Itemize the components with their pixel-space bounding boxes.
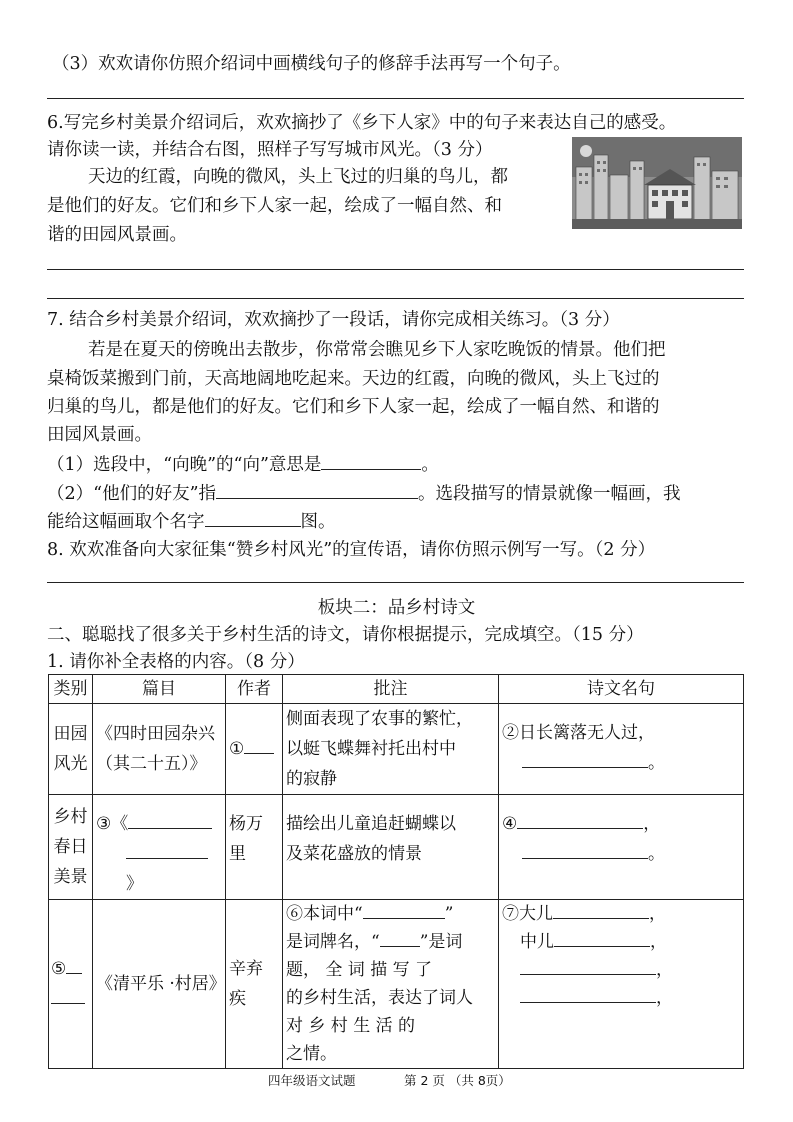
quote-end: 。: [648, 844, 665, 864]
author-cell: 辛弃疾: [226, 900, 283, 1069]
note-text: 侧面表现了农事的繁忙，: [286, 709, 473, 729]
table-row: [49, 704, 744, 795]
note-text: ”: [444, 904, 454, 924]
category-cell: [49, 795, 93, 900]
fill-blank[interactable]: [554, 928, 650, 947]
passage-line: 若是在夏天的傍晚出去散步，你常常会瞧见乡下人家吃晚饭的情景。他们把: [88, 340, 666, 360]
blank-number: ⑤: [51, 959, 67, 979]
note-cell: [283, 795, 499, 900]
sub2-text-c: 能给这幅画取个名字: [47, 512, 205, 532]
header-note: 批注: [283, 675, 499, 704]
fill-blank[interactable]: [520, 956, 656, 975]
note-cell: [283, 704, 499, 795]
quote-comma: ，: [656, 988, 673, 1008]
quote-comma: ，: [649, 904, 666, 924]
category-text: 田园: [53, 724, 88, 744]
question-7-sub1: [47, 451, 439, 476]
note-text: 的乡村生活，表达了词人: [286, 988, 473, 1008]
category-text: 风光: [53, 754, 88, 774]
quote-cell: [499, 795, 744, 900]
fill-blank[interactable]: [321, 451, 421, 470]
poetry-table: [48, 674, 744, 1069]
quote-comma: ，: [650, 932, 667, 952]
passage-line: 归巢的鸟儿，都是他们的好友。它们和乡下人家一起，绘成了一幅自然、和谐的: [47, 397, 660, 417]
moon-icon: [580, 145, 592, 157]
fill-blank[interactable]: [216, 480, 418, 499]
blank-number: ④: [502, 814, 518, 834]
quote-text: 中儿: [520, 932, 554, 952]
fill-blank[interactable]: [522, 840, 648, 859]
question-6-title: 6.写完乡村美景介绍词后，欢欢摘抄了《乡下人家》中的句子来表达自己的感受。: [47, 113, 677, 133]
fill-blank[interactable]: [553, 900, 649, 919]
blank-number: ①: [229, 739, 245, 759]
table-row: [49, 900, 744, 1069]
fill-blank[interactable]: [66, 955, 82, 974]
quote-text: ⑦大儿: [502, 904, 553, 924]
quote-end: 。: [648, 753, 665, 773]
note-text: 描绘出儿童追赶蝴蝶以: [286, 814, 456, 834]
category-cell: [49, 900, 93, 1069]
question-8: 8. 欢欢准备向大家征集“赞乡村风光”的宣传语，请你仿照示例写一写。（2 分）: [47, 540, 656, 560]
answer-line[interactable]: [47, 298, 744, 299]
quote-comma: ，: [643, 814, 661, 834]
quote-cell: [499, 704, 744, 795]
header-author: 作者: [226, 675, 283, 704]
fill-blank[interactable]: [244, 735, 274, 754]
passage-line: 桌椅饭菜搬到门前，天高地阔地吃起来。天边的红霞，向晚的微风，头上飞过的: [47, 369, 660, 389]
answer-line[interactable]: [47, 98, 744, 99]
note-text: 及菜花盛放的情景: [286, 844, 422, 864]
sub1-end: 。: [421, 455, 439, 475]
category-cell: [49, 704, 93, 795]
note-text: 题， 全 词 描 写 了: [286, 960, 433, 980]
author-cell: 杨万里: [226, 795, 283, 900]
question-7-sub2: [47, 480, 681, 505]
fill-blank[interactable]: [51, 985, 85, 1004]
fill-blank[interactable]: [522, 749, 648, 768]
table-question-title: 1. 请你补全表格的内容。（8 分）: [47, 652, 305, 672]
note-text: ”是词: [419, 932, 463, 952]
title-text: （其二十五）》: [96, 754, 207, 774]
title-text: 《四时田园杂兴: [96, 724, 215, 744]
title-cell: [93, 795, 226, 900]
sub2-text-b: 。选段描写的情景就像一幅画，我: [418, 484, 681, 504]
sub2-text: （2）“他们的好友”指: [47, 484, 217, 504]
quote-cell: [499, 900, 744, 1069]
quote-comma: ，: [656, 960, 673, 980]
category-text: 春日: [53, 837, 88, 857]
question-6-example-line1: 天边的红霞，向晚的微风，头上飞过的归巢的鸟儿，都: [88, 167, 508, 187]
answer-line[interactable]: [47, 582, 744, 583]
header-title: 篇目: [93, 675, 226, 704]
fill-blank[interactable]: [380, 928, 420, 947]
footer-page-number: 第 2 页 （共 8页）: [404, 1073, 511, 1088]
title-prefix: ③《: [96, 814, 129, 834]
note-text: 以蜓飞蝶舞衬托出村中: [286, 739, 456, 759]
fill-blank[interactable]: [205, 508, 301, 527]
category-text: 乡村: [53, 807, 88, 827]
section-title: 板块二：品乡村诗文: [317, 598, 476, 618]
title-suffix: 》: [126, 874, 143, 894]
fill-blank[interactable]: [126, 840, 208, 859]
city-night-picture: [572, 137, 742, 229]
question-7-title: 7. 结合乡村美景介绍词，欢欢摘抄了一段话，请你完成相关练习。（3 分）: [47, 310, 620, 330]
section-intro: 二、聪聪找了很多关于乡村生活的诗文，请你根据提示，完成填空。（15 分）: [47, 625, 644, 645]
note-text: 的寂静: [286, 769, 337, 789]
header-category: 类别: [49, 675, 93, 704]
sub2-text-d: 图。: [300, 512, 336, 532]
title-cell: [93, 704, 226, 795]
note-text: 之情。: [286, 1044, 337, 1064]
category-text: 美景: [53, 867, 88, 887]
fill-blank[interactable]: [517, 810, 643, 829]
fill-blank[interactable]: [363, 900, 445, 919]
note-cell: [283, 900, 499, 1069]
footer-subject: 四年级语文试题: [268, 1073, 356, 1088]
table-row: [49, 795, 744, 900]
title-cell: 《清平乐 ·村居》: [93, 900, 226, 1069]
question-6-example-line3: 谐的田园风景画。: [47, 225, 187, 245]
author-cell: [226, 704, 283, 795]
fill-blank[interactable]: [520, 984, 656, 1003]
note-text: ⑥本词中“: [286, 904, 363, 924]
note-text: 是词牌名，“: [286, 932, 380, 952]
sub1-text: （1）选段中，“向晚”的“向”意思是: [47, 455, 322, 475]
passage-line: 田园风景画。: [47, 425, 152, 445]
question-3-sub: （3）欢欢请你仿照介绍词中画横线句子的修辞手法再写一个句子。: [52, 54, 571, 74]
header-quote: 诗文名句: [499, 675, 744, 704]
quote-text: ②日长篱落无人过，: [502, 723, 655, 743]
table-header-row: [49, 675, 744, 704]
fill-blank[interactable]: [128, 810, 212, 829]
answer-line[interactable]: [47, 269, 744, 270]
question-7-sub2-cont: [47, 508, 336, 533]
note-text: 对 乡 村 生 活 的: [286, 1016, 416, 1036]
question-6-instruction: 请你读一读，并结合右图，照样子写写城市风光。（3 分）: [47, 140, 493, 160]
question-6-example-line2: 是他们的好友。它们和乡下人家一起，绘成了一幅自然、和: [47, 196, 502, 216]
